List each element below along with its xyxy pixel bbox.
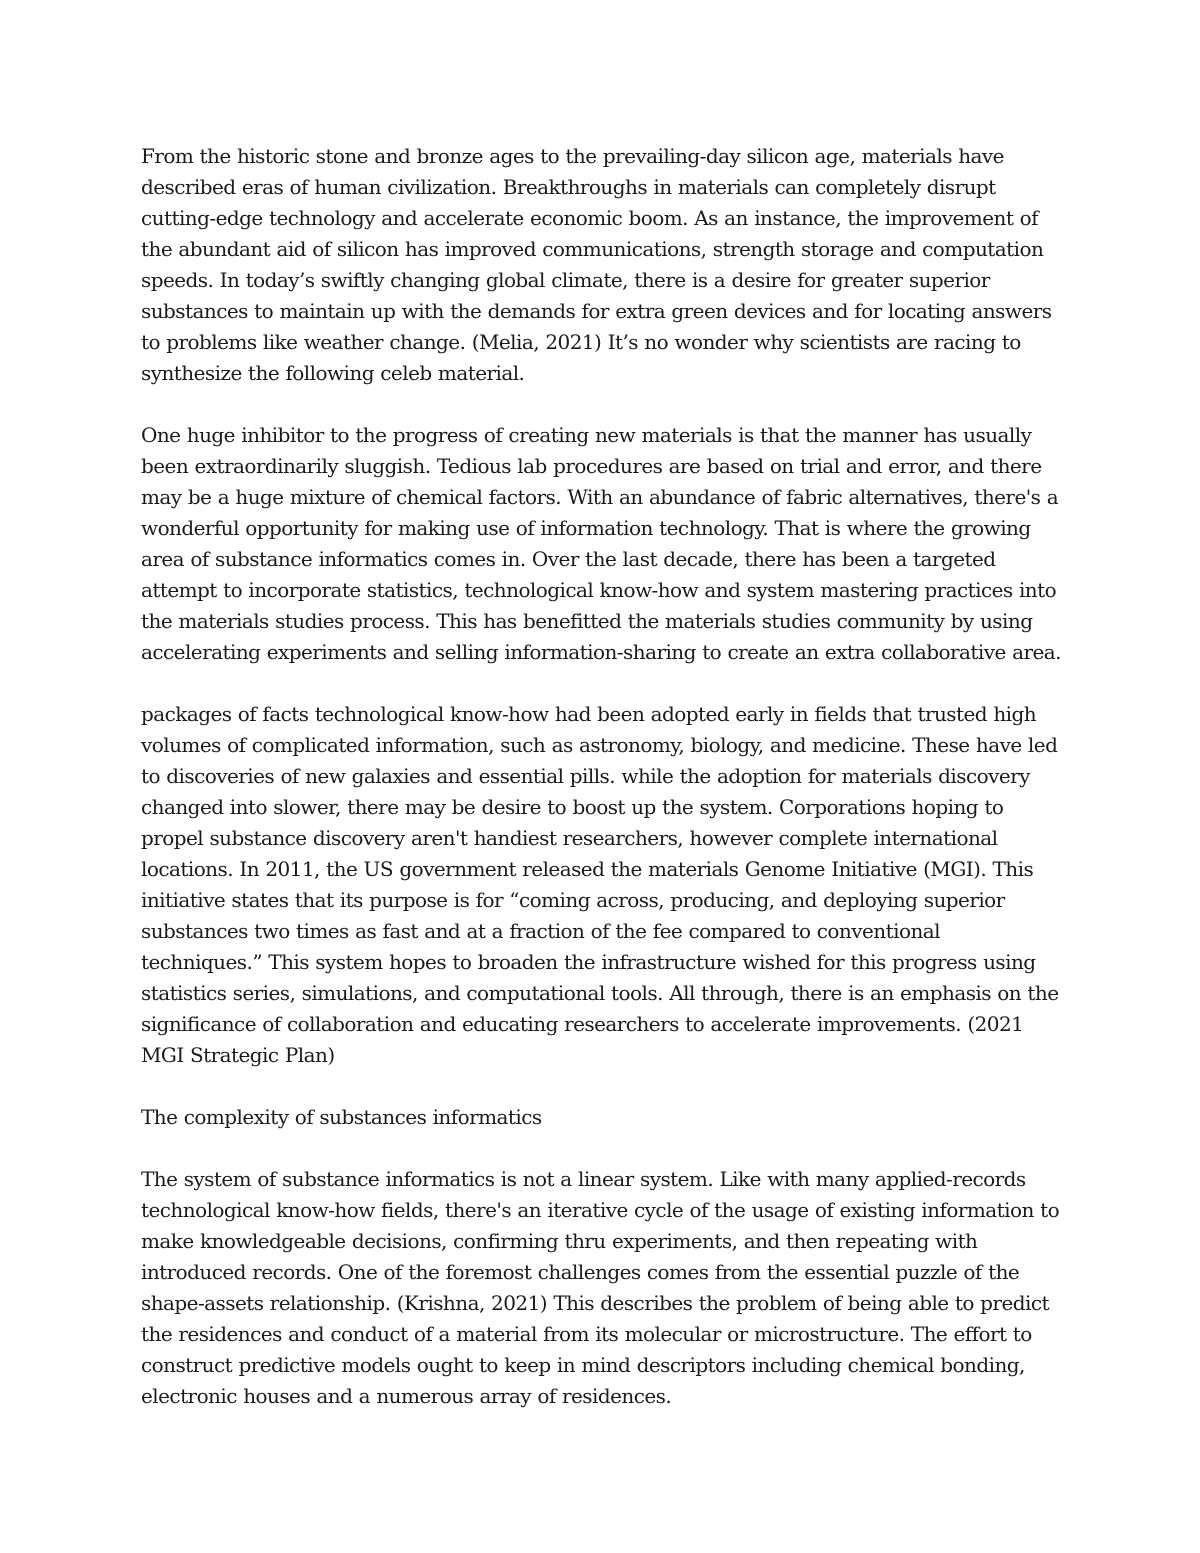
paragraph-complexity: The system of substance informatics is not a linear system. Like with many applied-records technological know-how fields, there's an iterative cycle of the usage of existing information to make knowledgeable decisions, confirming thru experiments, and then repeating with introduced records. One of the foremost challenges comes from the essential puzzle of the shape-assets relationship. (Krishna, 2021) This describes the problem of being able to predict the residences and conduct of a material from its molecular or microstructure. The effort to construct predictive models ought to keep in mind descriptors including chemical bonding, electronic houses and a numerous array of residences. <box>141 1167 1060 1408</box>
document-body <box>141 141 1066 1443</box>
section-heading: The complexity of substances informatics <box>141 1105 542 1129</box>
paragraph-inhibitor: One huge inhibitor to the progress of creating new materials is that the manner has usually been extraordinarily sluggish. Tedious lab procedures are based on trial and error, and there may be a huge mixture of chemical factors. With an abundance of fabric alternatives, there's a wonderful opportunity for making use of information technology. That is where the growing area of substance informatics comes in. Over the last decade, there has been a targeted attempt to incorporate statistics, technological know-how and system mastering practices into the materials studies process. This has benefitted the materials studies community by using accelerating experiments and selling information-sharing to create an extra collaborative area. <box>141 423 1061 664</box>
paragraph-mgi: packages of facts technological know-how had been adopted early in fields that trusted high volumes of complicated information, such as astronomy, biology, and medicine. These have led to discoveries of new galaxies and essential pills. while the adoption for materials discovery changed into slower, there may be desire to boost up the system. Corporations hoping to propel substance discovery aren't handiest researchers, however complete international locations. In 2011, the US government released the materials Genome Initiative (MGI). This initiative states that its purpose is for “coming across, producing, and deploying superior substances two times as fast and at a fraction of the fee compared to conventional techniques.” This system hopes to broaden the infrastructure wished for this progress using statistics series, simulations, and computational tools. All through, there is an emphasis on the significance of collaboration and educating researchers to accelerate improvements. (2021 MGI Strategic Plan) <box>141 702 1059 1067</box>
paragraph-intro: From the historic stone and bronze ages to the prevailing-day silicon age, materials have described eras of human civilization. Breakthroughs in materials can completely disrupt cutting-edge technology and accelerate economic boom. As an instance, the improvement of the abundant aid of silicon has improved communications, strength storage and computation speeds. In today’s swiftly changing global climate, there is a desire for greater superior substances to maintain up with the demands for extra green devices and for locating answers to problems like weather change. (Melia, 2021) It’s no wonder why scientists are racing to synthesize the following celeb material. <box>141 144 1052 385</box>
